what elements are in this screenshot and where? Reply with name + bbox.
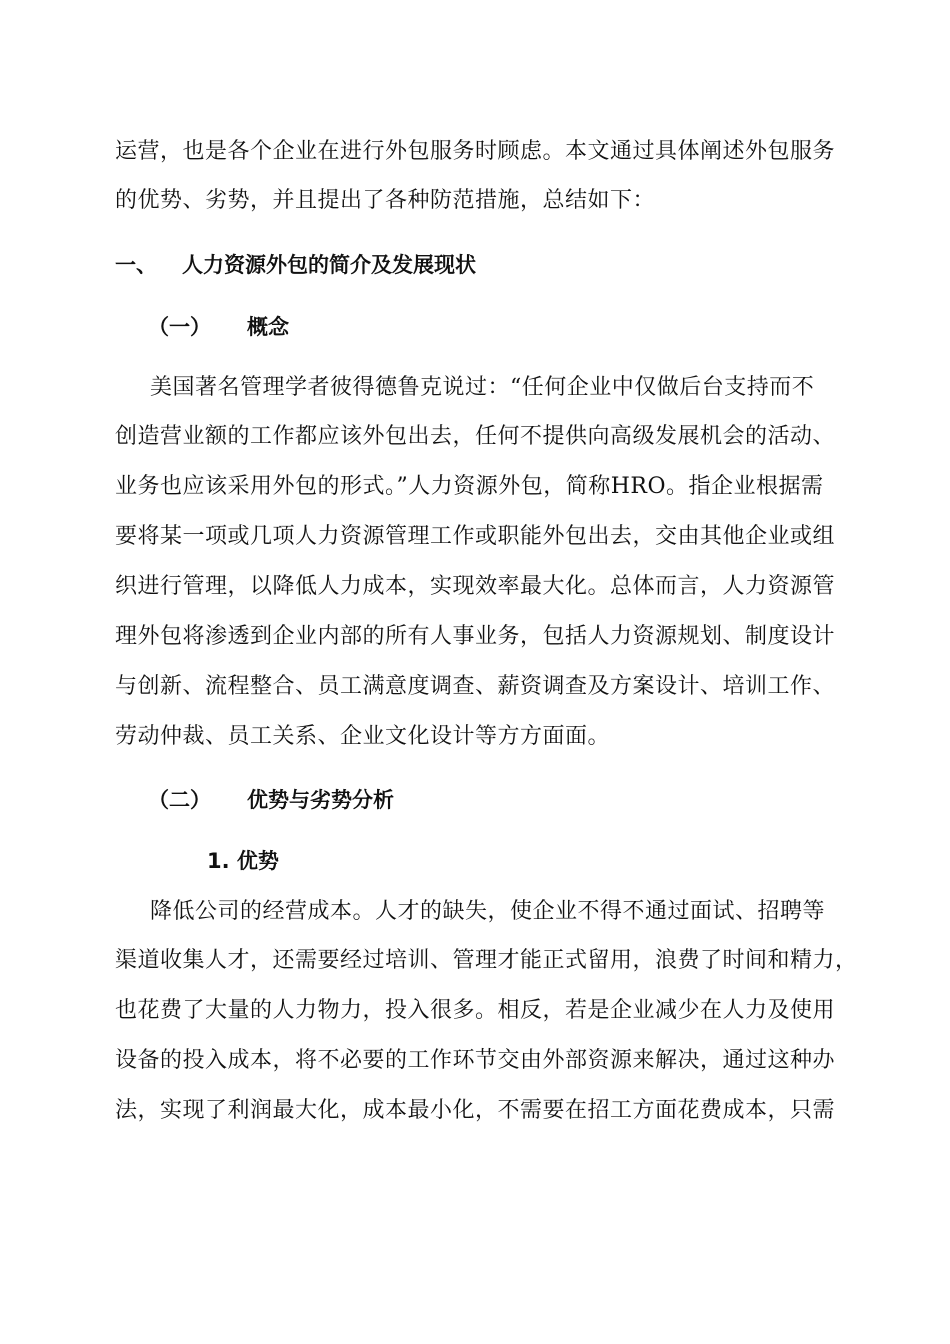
item-1-heading: 1. 优势 bbox=[207, 849, 279, 873]
concept-line-2: 创造营业额的工作都应该外包出去，任何不提供向高级发展机会的活动、 bbox=[115, 424, 836, 449]
advantage-line-5: 法，实现了利润最大化，成本最小化，不需要在招工方面花费成本，只需 bbox=[115, 1098, 836, 1123]
subsection-1-heading bbox=[148, 312, 289, 342]
subsection-2-heading bbox=[148, 785, 394, 815]
subsection-1-number: （一） bbox=[148, 315, 211, 339]
concept-line-4: 要将某一项或几项人力资源管理工作或职能外包出去，交由其他企业或组 bbox=[115, 524, 836, 549]
subsection-2-title: 优势与劣势分析 bbox=[247, 788, 394, 812]
subsection-1-title: 概念 bbox=[247, 315, 289, 339]
advantage-line-3: 也花费了大量的人力物力，投入很多。相反，若是企业减少在人力及使用 bbox=[115, 998, 836, 1023]
concept-line-7: 与创新、流程整合、员工满意度调查、薪资调查及方案设计、培训工作、 bbox=[115, 674, 836, 699]
concept-line-8: 劳动仲裁、员工关系、企业文化设计等方方面面。 bbox=[115, 724, 611, 749]
intro-line-1: 运营，也是各个企业在进行外包服务时顾虑。本文通过具体阐述外包服务 bbox=[115, 139, 836, 164]
advantage-line-1: 降低公司的经营成本。人才的缺失，使企业不得不通过面试、招聘等 bbox=[150, 899, 826, 924]
advantage-line-2: 渠道收集人才，还需要经过培训、管理才能正式留用，浪费了时间和精力， bbox=[115, 948, 858, 973]
concept-line-1: 美国著名管理学者彼得德鲁克说过：“任何企业中仅做后台支持而不 bbox=[150, 375, 815, 400]
advantage-line-4: 设备的投入成本，将不必要的工作环节交由外部资源来解决，通过这种办 bbox=[115, 1048, 836, 1073]
section-1-number: 一、 bbox=[115, 253, 157, 277]
section-1-heading bbox=[115, 250, 476, 280]
concept-line-3: 业务也应该采用外包的形式。”人力资源外包，简称HRO。指企业根据需 bbox=[115, 474, 824, 499]
section-1-title: 人力资源外包的简介及发展现状 bbox=[182, 253, 476, 277]
subsection-2-number: （二） bbox=[148, 788, 211, 812]
intro-line-2: 的优势、劣势，并且提出了各种防范措施，总结如下： bbox=[115, 188, 656, 213]
concept-line-5: 织进行管理，以降低人力成本，实现效率最大化。总体而言，人力资源管 bbox=[115, 574, 836, 599]
concept-line-6: 理外包将渗透到企业内部的所有人事业务，包括人力资源规划、制度设计 bbox=[115, 624, 836, 649]
